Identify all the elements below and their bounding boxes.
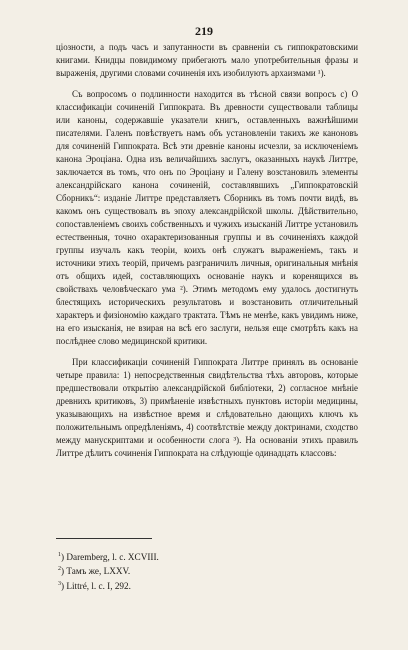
- footnote-text: Тамъ же, LXXV.: [66, 566, 131, 577]
- footnote-separator: [56, 538, 152, 539]
- main-text: [56, 41, 358, 460]
- paragraph-3: При классификаціи сочиненій Гиппократа Литтре принялъ въ основаніе четыре правила: 1) непосредственныя свидѣтельства тѣхъ авторовъ, которые предшествовали открытію александрійской библіотеки, 2) согласное мнѣніе древнихъ критиковъ, 3) примѣненіе извѣстныхъ пунктовъ исторіи медицины, указывающихъ на извѣстное время и слѣдовательно дающихъ ключъ къ положительнымъ опредѣленіямъ, 4) соотвѣтствіе между доктринами, сходство между манускриптами и особенности слога ³). На основаніи этихъ правилъ Литтре дѣлитъ сочиненія Гиппократа на слѣдующіе одинадцать классовъ:: [56, 357, 358, 458]
- paragraph-2: Съ вопросомъ о подлинности находится въ тѣсной связи вопросъ с) О классификаціи сочиненій Гиппократа. Въ древности существовали таблицы или каноны, содержавшіе указатели книгъ, оставленныхъ важнѣйшими писателями. Галенъ повѣствуетъ намъ объ установленіи такихъ же каноновъ для сочиненій Гиппократа. Всѣ эти древніе каноны исчезли, за исключеніемъ канона Эроціана. Одна изъ величайшихъ заслугъ, оказанныхъ наукѣ Литтре, заключается въ томъ, что онъ по Эроціану и Галену возстановилъ элементы александрійскаго канона сочиненій, составлявшихъ „Гиппократовскій Сборникъ“: изданіе Литтре представляетъ Сборникъ въ томъ почти видѣ, въ какомъ онъ существовалъ въ эпоху александрійской школы. Дѣйствительно, сопоставленіемъ своихъ собственныхъ и чужихъ изысканій Литтре установилъ естественныя, точно охарактеризованныя группы и въ сочиненіяхъ каждой группы изучалъ какъ теоріи, коихъ онѣ служатъ выраженіемъ, такъ и источники этихъ теорій, причемъ разграничилъ личныя, оригинальныя мнѣнія отъ общихъ идей, составляющихъ основаніе наукъ и коренящихся въ свойствахъ человѣческаго ума ²). Этимъ методомъ ему удалось достигнуть блестящихъ историческихъ результатовъ и возстановить отличительный характеръ и физіономію каждаго трактата. Тѣмъ не менѣе, какъ увидимъ ниже, на его изысканія, не взирая на всѣ его заслуги, нельзя еще смотрѣть какъ на послѣднее слово медицинской критики.: [56, 89, 358, 346]
- footnotes: [58, 549, 358, 592]
- page-number: 219: [195, 24, 213, 38]
- footnote-2: $^2$) Тамъ же, LXXV.: [58, 566, 131, 577]
- paragraph-1: ціозности, а подъ часъ и запутанности въ сравненіи съ гиппократовскими книгами. Книдцы повидимому прибегаютъ мало употребительныя фразы и выраженія, другими словами сочиненія ихъ изобилуютъ архаизмами ¹).: [56, 42, 358, 78]
- footnote-1: $^1$) Daremberg, l. c. XCVIII.: [58, 552, 159, 563]
- footnote-text: Daremberg, l. c. XCVIII.: [66, 552, 159, 563]
- footnote-mark: 1: [58, 552, 61, 558]
- footnote-3: $^3$) Littré, l. c. I, 292.: [58, 580, 131, 591]
- footnote-text: Littré, l. c. I, 292.: [66, 580, 131, 591]
- footnote-mark: 2: [58, 566, 61, 573]
- footnote-mark: 3: [58, 580, 61, 587]
